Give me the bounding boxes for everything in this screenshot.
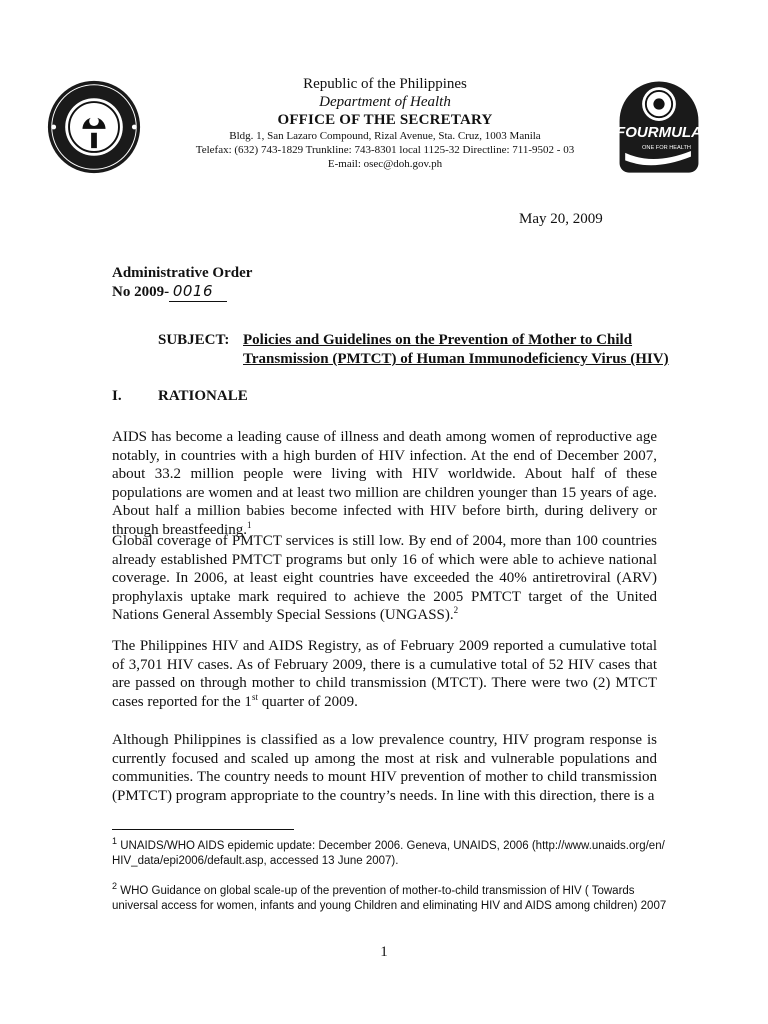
- footnote-1: [112, 836, 672, 869]
- subject-title-line2: Transmission (PMTCT) of Human Immunodeficiency Virus (HIV): [243, 351, 669, 367]
- administrative-order-block: [112, 264, 252, 302]
- footnote-1-mark: 1: [112, 836, 118, 847]
- fourmula-logo: [612, 74, 706, 182]
- letterhead: [150, 75, 620, 171]
- footnote-ref-2: 2: [453, 605, 459, 615]
- section-number: I.: [112, 388, 122, 404]
- doh-seal-logo: [46, 79, 142, 175]
- address-line: Bldg. 1, San Lazaro Compound, Rizal Avenue, Sta. Cruz, 1003 Manila: [229, 130, 541, 142]
- paragraph-3: [112, 637, 657, 711]
- paragraph-1-text: AIDS has become a leading cause of illness and death among women of reproductive age notably, in countries with a high burden of HIV infection. At the end of December 2007, about 33.2 million people were living with HIV worldwide. About half of these populations are women and at least two million are children younger than 15 years of age. About half a million babies become infected with HIV before birth, during delivery or through breastfeeding.: [112, 429, 657, 538]
- document-date: May 20, 2009: [519, 211, 603, 227]
- paragraph-1: [112, 428, 657, 539]
- footnote-2: [112, 881, 672, 914]
- order-number-prefix: No 2009-: [112, 284, 170, 300]
- office-line: OFFICE OF THE SECRETARY: [277, 112, 493, 128]
- paragraph-4: [112, 731, 657, 805]
- ordinal-suffix: st: [251, 691, 258, 702]
- footnote-1-text: UNAIDS/WHO AIDS epidemic update: December 2006. Geneva, UNAIDS, 2006 (http://www.unaids.org/en/ HIV_data/epi2006/default.asp, accessed 13 June 2007).: [112, 840, 665, 867]
- subject-block: [158, 331, 669, 369]
- paragraph-2-text: Global coverage of PMTCT services is still low. By end of 2004, more than 100 countries already established PMTCT programs but only 16 of which were able to achieve national coverage. In 2006, at least eight countries have exceeded the 40% antiretroviral (ARV) prophylaxis uptake mark required to achieve the 2005 PMTCT target of the United Nations General Assembly Special Sessions (UNGASS).: [112, 533, 657, 623]
- order-number: [112, 282, 252, 302]
- footnote-2-mark: 2: [112, 881, 118, 892]
- footnote-divider: [112, 829, 294, 830]
- paragraph-2: [112, 532, 657, 625]
- footnote-2-text: WHO Guidance on global scale-up of the prevention of mother-to-child transmission of HIV ( Towards universal access for women, infants and young Children and eliminating HIV and AIDS among children) 2007: [112, 885, 667, 912]
- svg-text:ONE FOR HEALTH: ONE FOR HEALTH: [642, 145, 691, 152]
- subject-label: SUBJECT:: [158, 332, 230, 348]
- page-number: 1: [380, 944, 388, 960]
- phone-line: Telefax: (632) 743-1829 Trunkline: 743-8301 local 1125-32 Directline: 711-9502 - 03: [195, 144, 575, 156]
- republic-line: Republic of the Philippines: [303, 76, 467, 92]
- section-title: RATIONALE: [158, 388, 248, 404]
- svg-text:FOURMULA: FOURMULA: [616, 123, 702, 141]
- order-number-field: [169, 282, 227, 302]
- footnote-ref-1: 1: [246, 519, 252, 530]
- email-line: E-mail: osec@doh.gov.ph: [327, 158, 443, 170]
- section-heading: [112, 388, 248, 405]
- department-line: Department of Health: [319, 94, 451, 110]
- order-label: Administrative Order: [112, 265, 253, 281]
- paragraph-3-text-a: The Philippines HIV and AIDS Registry, as of February 2009 reported a cumulative total of 3,701 HIV cases. As of February 2009, there is a cumulative total of 52 HIV cases that are passed on through mother to child transmission (MTCT). There were two (2) MTCT cases reported for the 1: [112, 638, 657, 710]
- paragraph-4-text: Although Philippines is classified as a low prevalence country, HIV program response is currently focused and scaled up among the most at risk and vulnerable populations and communities. The country needs to mount HIV prevention of mother to child transmission (PMTCT) program appropriate to the country’s needs. In line with this direction, there is a: [112, 732, 657, 804]
- subject-title-line1: Policies and Guidelines on the Prevention of Mother to Child: [243, 332, 633, 348]
- paragraph-3-text-b: quarter of 2009.: [257, 693, 358, 710]
- order-number-handwritten: 0016: [172, 282, 214, 300]
